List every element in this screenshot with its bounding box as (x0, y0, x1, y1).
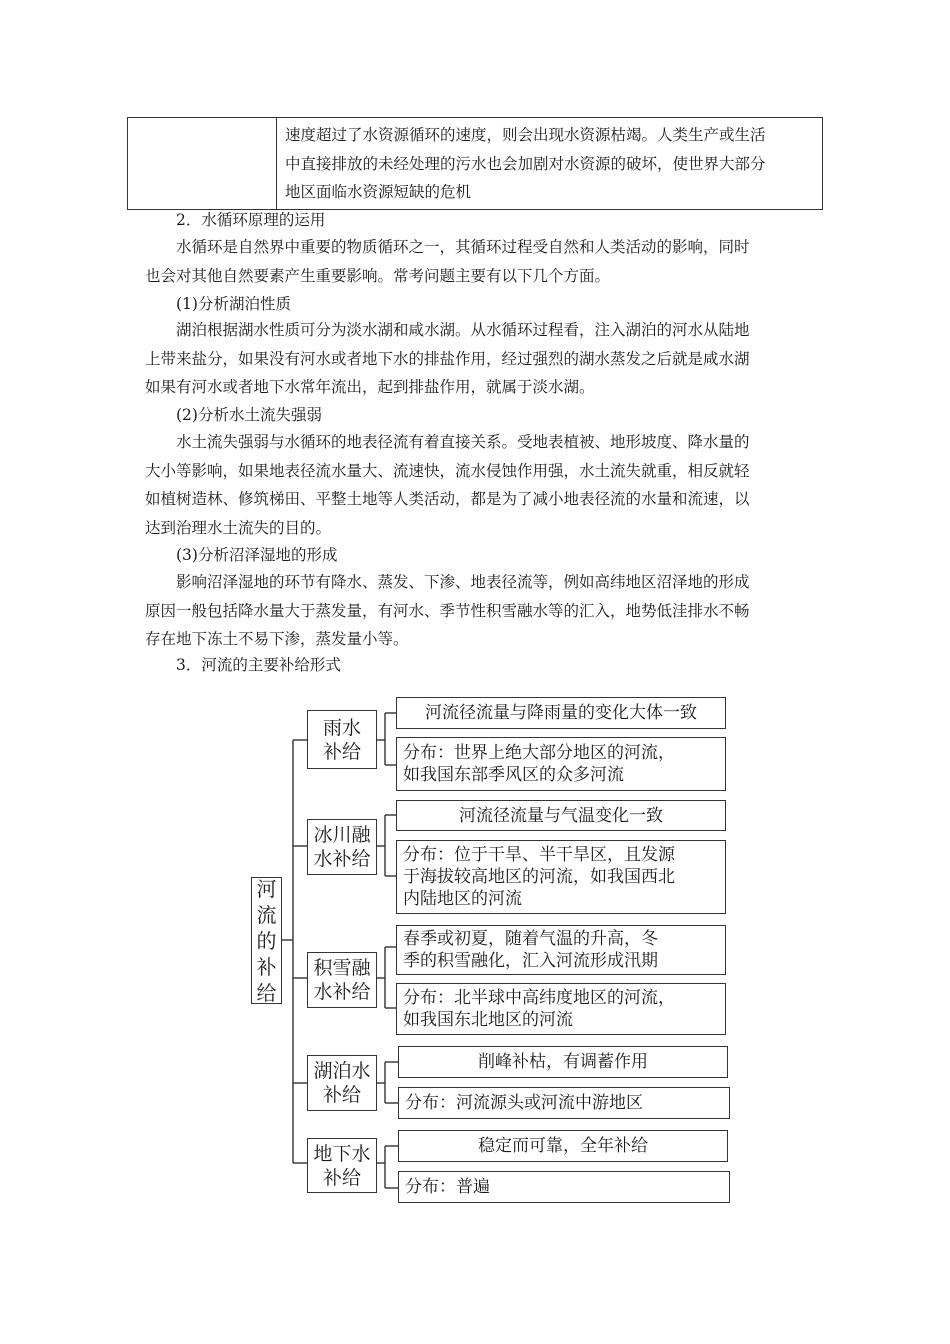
branch-rain-supply: 雨水 补给 (307, 710, 377, 769)
table-right-cell: 速度超过了水资源循环的速度，则会出现水资源枯竭。人类生产或生活 中直接排放的未经处理的污水也会加剧对水资源的破坏，使世界大部分 地区面临水资源短缺的危机 (285, 126, 766, 201)
branch-lake-supply: 湖泊水 补给 (307, 1055, 377, 1111)
branch-glacier-melt-supply: 冰川融 水补给 (307, 819, 377, 875)
sub2-title: (2)分析水土流失强弱 (176, 406, 322, 424)
groundwater-feature-box: 稳定而可靠，全年补给 (398, 1130, 728, 1162)
lake-feature-box: 削峰补枯，有调蓄作用 (398, 1046, 728, 1078)
snow-feature-box: 春季或初夏，随着气温的升高，冬 季的积雪融化，汇入河流形成汛期 (396, 925, 726, 975)
glacier-feature-box: 河流径流量与气温变化一致 (396, 800, 726, 831)
sub2-text: 水土流失强弱与水循环的地表径流有着直接关系。受地表植被、地形坡度、降水量的 大小等影响，如果地表径流水量大、流速快，流水侵蚀作用强，水土流失就重，相反就轻 如植树造林、修筑梯田、平整土地等人类活动，都是为了减小地表径流的水量和流速，以 达到治理水土流失的目的。 (145, 433, 750, 537)
groundwater-distribution-box: 分布：普遍 (398, 1171, 730, 1203)
branch-snow-melt-supply: 积雪融 水补给 (307, 952, 377, 1008)
sub1-text: 湖泊根据湖水性质可分为淡水湖和咸水湖。从水循环过程看，注入湖泊的河水从陆地 上带来盐分，如果没有河水或者地下水的排盐作用，经过强烈的湖水蒸发之后就是咸水湖 如果有河水或者地下水常年流出，起到排盐作用，就属于淡水湖。 (145, 321, 750, 396)
section2-intro: 水循环是自然界中重要的物质循环之一，其循环过程受自然和人类活动的影响，同时 也会对其他自然要素产生重要影响。常考问题主要有以下几个方面。 (145, 238, 750, 285)
branch-groundwater-supply: 地下水 补给 (307, 1138, 377, 1193)
lake-distribution-box: 分布：河流源头或河流中游地区 (398, 1087, 730, 1119)
section2-heading: 2．水循环原理的运用 (176, 211, 326, 229)
root-box-river-supply: 河 流 的 补 给 (251, 877, 282, 1004)
section3-heading: 3．河流的主要补给形式 (176, 656, 341, 674)
top-table (127, 117, 823, 210)
sub3-title: (3)分析沼泽湿地的形成 (176, 546, 338, 564)
sub3-text: 影响沼泽湿地的环节有降水、蒸发、下渗、地表径流等，例如高纬地区沼泽地的形成 原因一般包括降水量大于蒸发量，有河水、季节性积雪融水等的汇入，地势低洼排水不畅 存在地下冻土不易下渗，蒸发量小等。 (145, 573, 750, 648)
glacier-distribution-box: 分布：位于干旱、半干旱区，且发源 于海拔较高地区的河流，如我国西北 内陆地区的河流 (396, 840, 726, 914)
rain-feature-box: 河流径流量与降雨量的变化大体一致 (396, 697, 726, 729)
snow-distribution-box: 分布：北半球中高纬度地区的河流， 如我国东北地区的河流 (396, 983, 726, 1035)
table-left-cell (128, 118, 277, 209)
sub1-title: (1)分析湖泊性质 (176, 295, 291, 313)
rain-distribution-box: 分布：世界上绝大部分地区的河流， 如我国东部季风区的众多河流 (396, 737, 726, 791)
